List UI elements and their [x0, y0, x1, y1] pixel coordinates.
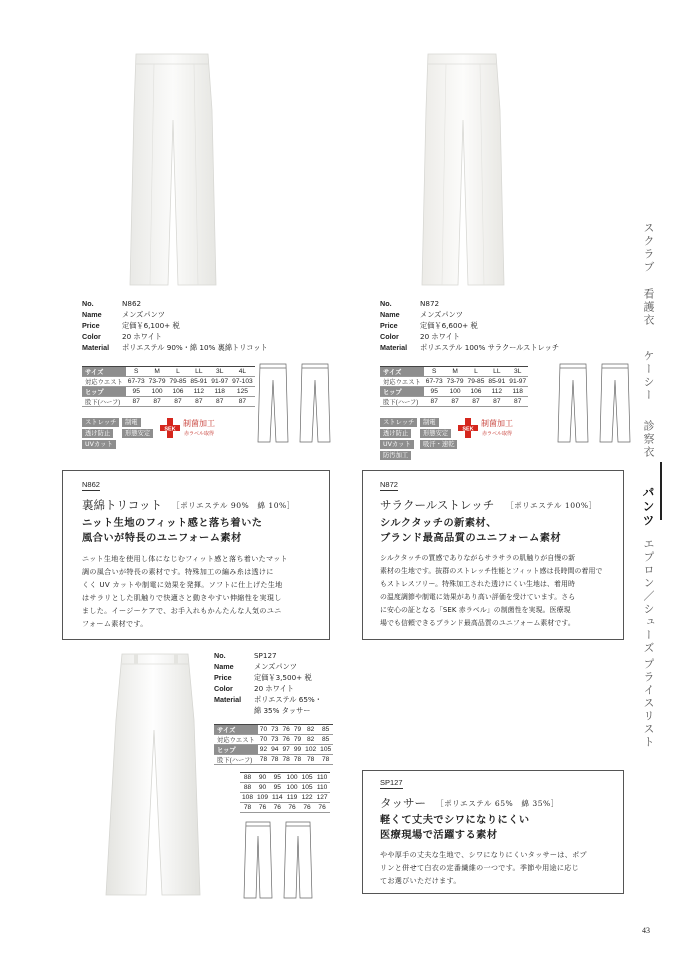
size-cell: 110 [315, 783, 330, 793]
size-cell: 100 [286, 784, 298, 791]
sek-logo-text: SEK [462, 426, 474, 433]
index-item-apron-shoes[interactable]: エプロン／シューズ [642, 538, 655, 655]
size-cell: 122 [301, 794, 313, 801]
size-row-label: サイズ [214, 725, 258, 735]
product-photo-sp127 [98, 650, 208, 900]
body-line: 素材の生地です。抜群のストレッチ性能とフィット感は長時間の着用で [380, 567, 603, 575]
feature-tag: 透け防止 [82, 429, 113, 438]
product-photo-n862 [118, 50, 226, 290]
box-body [380, 552, 603, 630]
size-cell: 4L [230, 367, 255, 377]
spec-list-n862 [82, 298, 268, 353]
size-cell: 95 [270, 773, 285, 783]
size-cell: 79 [293, 726, 302, 733]
pants-line-drawing-sp127 [240, 820, 320, 900]
size-cell: 67-73 [127, 378, 145, 385]
spec-list-sp127 [214, 650, 322, 716]
size-cell: 105 [320, 746, 332, 753]
size-cell: 76 [315, 803, 330, 813]
spec-key: No. [82, 299, 94, 308]
size-cell: 97 [282, 746, 290, 753]
size-cell: 87 [209, 397, 230, 407]
size-cell: 79 [293, 736, 302, 743]
spec-key: Color [82, 332, 101, 341]
size-row-label: ヒップ [380, 387, 424, 397]
size-cell: 118 [507, 387, 528, 397]
size-cell: 106 [466, 387, 487, 397]
spec-key: Price [380, 321, 398, 330]
sek-logo-text: SEK [164, 426, 176, 433]
size-cell: 99 [293, 746, 302, 753]
size-cell: 85 [318, 735, 333, 745]
size-cell: 87 [507, 397, 528, 407]
pants-line-drawing-n872 [556, 362, 636, 444]
spec-value: 綿 35% タッサー [254, 706, 311, 715]
body-line: くく UV カットや制電に効果を発揮。ソフトに仕上げた生地 [82, 580, 283, 589]
spec-key: Material [380, 343, 408, 352]
sek-sublabel: 赤ラベル取得 [184, 431, 215, 437]
size-table-n872 [380, 366, 528, 407]
size-cell: 3L [209, 367, 230, 377]
spec-value: 定価￥6,600+ 税 [420, 321, 478, 330]
size-cell: 87 [168, 397, 189, 407]
size-row-label: サイズ [380, 367, 424, 377]
headline-line: ブランド最高品質のユニフォーム素材 [380, 533, 562, 544]
size-cell: 76 [255, 803, 270, 813]
spec-key: Name [380, 310, 400, 319]
spec-value: N872 [420, 299, 440, 308]
size-cell: 78 [303, 755, 318, 765]
body-line: はサラリとした肌触りで快適さと動きやすい伸縮性を実現し [82, 593, 282, 602]
box-fabric: ［ポリエステル 65% 綿 35%］ [436, 799, 559, 808]
spec-key: Price [82, 321, 100, 330]
spec-value: ポリエステル 90%・綿 10% 裏綿トリコット [122, 343, 268, 352]
spec-value: メンズパンツ [254, 662, 297, 671]
body-line: もストレスフリー。特殊加工された透けにくい生地は、着用時 [380, 580, 575, 588]
body-line: シルクタッチの質感でありながらサラサラの肌触りが自慢の新 [380, 554, 576, 562]
size-cell: 112 [486, 387, 507, 397]
feature-tag: UVカット [380, 440, 414, 449]
spec-key: No. [214, 651, 226, 660]
box-title: サラクールストレッチ [380, 498, 495, 512]
size-cell: 76 [270, 803, 285, 813]
size-cell: 95 [126, 387, 147, 397]
size-cell: 3L [507, 367, 528, 377]
size-row-label: ヒップ [82, 387, 126, 397]
size-cell: 110 [315, 773, 330, 783]
spec-value: N862 [122, 299, 142, 308]
size-cell: 87 [188, 397, 209, 407]
size-cell: 70 [259, 726, 268, 733]
feature-tag: UVカット [82, 440, 116, 449]
feature-tag: 防汚加工 [380, 451, 411, 460]
size-cell: M [147, 367, 168, 377]
sek-logo-icon [160, 418, 180, 438]
size-cell: 78 [318, 755, 333, 765]
size-cell: 94 [271, 746, 279, 753]
index-item-pants[interactable]: パンツ [641, 486, 655, 528]
size-cell: 109 [257, 794, 269, 801]
size-cell: 100 [147, 387, 168, 397]
size-cell: 87 [445, 397, 466, 407]
sek-logo-icon [458, 418, 478, 438]
size-cell: 82 [303, 735, 318, 745]
spec-key: Material [82, 343, 110, 352]
spec-key: Price [214, 673, 232, 682]
size-cell: 79-85 [169, 378, 187, 385]
sek-label: 制菌加工 [481, 419, 513, 428]
size-cell: 85 [318, 725, 333, 735]
spec-key: No. [380, 299, 392, 308]
sek-sublabel: 赤ラベル取得 [482, 431, 513, 437]
size-cell: L [466, 367, 487, 377]
box-fabric: ［ポリエステル 100%］ [506, 501, 597, 510]
size-cell: 79-85 [467, 378, 485, 385]
size-row-label: 対応ウエスト [82, 377, 126, 387]
size-row-label: サイズ [82, 367, 126, 377]
spec-value: ポリエステル 100% サラクールストレッチ [420, 343, 560, 352]
box-title: 裏綿トリコット [82, 498, 163, 512]
size-cell: 106 [168, 387, 189, 397]
spec-key: Material [214, 695, 242, 704]
size-row-label: 股下(ハーフ) [214, 755, 258, 765]
size-cell: 118 [209, 387, 230, 397]
size-cell: 92 [259, 746, 268, 753]
feature-tag: 制電 [122, 418, 141, 427]
spec-key: Color [214, 684, 233, 693]
box-body [380, 848, 587, 887]
box-code: SP127 [380, 778, 403, 787]
spec-list-n872 [380, 298, 559, 353]
sek-label: 制菌加工 [183, 419, 215, 428]
size-cell: 78 [271, 756, 279, 763]
size-cell: 95 [424, 387, 445, 397]
size-table-sp127-extra [240, 772, 330, 813]
size-cell: S [126, 367, 147, 377]
feature-tag: ストレッチ [82, 418, 119, 427]
headline-line: シルクタッチの新素材、 [380, 518, 497, 529]
headline-line: 軽くて丈夫でシワになりにくい [380, 815, 530, 826]
size-cell: 70 [259, 736, 268, 743]
size-cell: 88 [240, 773, 255, 783]
size-table-sp127 [214, 724, 333, 765]
body-line: やや厚手の丈夫な生地で、シワになりにくいタッサーは、ポプ [380, 850, 587, 859]
body-line: てお選びいただけます。 [380, 876, 461, 885]
box-code: N862 [82, 480, 100, 489]
size-cell: 100 [286, 774, 298, 781]
box-code: N872 [380, 480, 398, 489]
size-row-label: 対応ウエスト [214, 735, 258, 745]
body-line: フォーム素材です。 [82, 619, 148, 628]
size-cell: 87 [147, 397, 168, 407]
size-cell: 78 [240, 803, 255, 813]
size-cell: 102 [305, 746, 317, 753]
spec-value: ポリエステル 65%・ [254, 695, 322, 704]
size-cell: 85-91 [488, 378, 506, 385]
size-cell: 76 [300, 803, 315, 813]
body-line: 調の風合いが特長の素材です。特殊加工の編み糸は透けに [82, 567, 274, 576]
size-cell: 73 [271, 726, 279, 733]
size-row-label: 股下(ハーフ) [380, 397, 424, 407]
box-headline [82, 516, 262, 546]
spec-value: 20 ホワイト [420, 332, 460, 341]
spec-value: SP127 [254, 651, 277, 660]
body-line: ました。イージーケアで、お手入れもかんたんな人気のユニ [82, 606, 282, 615]
size-cell: 90 [255, 773, 270, 783]
size-cell: 108 [242, 794, 254, 801]
body-line: 場でも信頼できるブランド最高品質のユニフォーム素材です。 [380, 619, 575, 627]
size-cell: 97-103 [232, 378, 253, 385]
size-cell: 76 [285, 803, 300, 813]
size-cell: 91-97 [509, 378, 527, 385]
size-cell: 105 [301, 784, 313, 791]
size-row-label: 股下(ハーフ) [82, 397, 126, 407]
spec-key: Color [380, 332, 399, 341]
size-cell: 125 [230, 387, 255, 397]
body-line: に安心の証となる「SEK 赤ラベル」の制菌性を実現。医療現 [380, 606, 571, 614]
body-line: ニット生地を使用し体になじむフィット感と落ち着いたマット [82, 554, 288, 563]
size-cell: 114 [272, 794, 283, 801]
box-fabric: ［ポリエステル 90% 綿 10%］ [172, 501, 295, 510]
size-cell: 76 [282, 726, 290, 733]
size-cell: 78 [259, 756, 268, 763]
size-cell: 76 [282, 736, 290, 743]
size-cell: 105 [301, 774, 313, 781]
spec-value: 定価￥3,500+ 税 [254, 673, 312, 682]
feature-tag: ストレッチ [380, 418, 417, 427]
body-line: リンと併せて白衣の定番繊維の一つです。季節や用途に応じ [380, 863, 580, 872]
index-active-bar [660, 462, 662, 520]
spec-value: メンズパンツ [122, 310, 165, 319]
size-cell: 90 [255, 783, 270, 793]
box-headline [380, 516, 561, 546]
size-row-label: ヒップ [214, 745, 258, 755]
size-cell: 100 [445, 387, 466, 397]
page-number: 43 [642, 926, 650, 935]
feature-tag: 吸汗・速乾 [420, 440, 457, 449]
size-cell: 112 [188, 387, 209, 397]
size-cell: LL [188, 367, 209, 377]
size-cell: 91-97 [211, 378, 229, 385]
size-cell: 73-79 [148, 378, 166, 385]
size-cell: 82 [303, 725, 318, 735]
spec-value: 定価￥6,100+ 税 [122, 321, 180, 330]
spec-key: Name [214, 662, 234, 671]
index-item-nurse[interactable]: 看護衣 [642, 288, 655, 327]
headline-line: 風合いが特長のユニフォーム素材 [82, 533, 242, 544]
size-cell: 78 [282, 756, 290, 763]
size-cell: 95 [270, 783, 285, 793]
size-cell: 87 [230, 397, 255, 407]
size-row-label: 対応ウエスト [380, 377, 424, 387]
spec-key [214, 705, 254, 716]
pants-line-drawing-n862 [256, 362, 336, 444]
feature-tag: 形態安定 [420, 429, 451, 438]
size-cell: 78 [293, 756, 302, 763]
size-cell: 87 [126, 397, 147, 407]
size-cell: 88 [240, 783, 255, 793]
size-cell: 85-91 [190, 378, 208, 385]
product-photo-n872 [408, 50, 516, 290]
size-cell: 119 [285, 793, 300, 803]
size-cell: 127 [316, 794, 328, 801]
headline-line: ニット生地のフィット感と落ち着いた [82, 518, 263, 529]
index-item-casey[interactable]: ケーシー [642, 350, 655, 402]
box-headline [380, 813, 530, 843]
size-cell: 87 [466, 397, 487, 407]
feature-tag: 形態安定 [122, 429, 153, 438]
size-cell: 73-79 [446, 378, 464, 385]
size-cell: M [445, 367, 466, 377]
size-table-n862 [82, 366, 255, 407]
index-item-scrub[interactable]: スクラブ [642, 222, 655, 274]
index-item-pricelist[interactable]: プライスリスト [642, 658, 655, 749]
size-cell: 87 [486, 397, 507, 407]
size-cell: 73 [271, 736, 279, 743]
feature-tag: 透け防止 [380, 429, 411, 438]
box-title: タッサー [380, 796, 426, 810]
spec-value: 20 ホワイト [122, 332, 162, 341]
feature-tag: 制電 [420, 418, 439, 427]
size-cell: L [168, 367, 189, 377]
size-cell: LL [486, 367, 507, 377]
spec-value: 20 ホワイト [254, 684, 294, 693]
body-line: の温度調節や制電に効果があり高い評価を受けています。さら [380, 593, 576, 601]
size-cell: 67-73 [425, 378, 443, 385]
headline-line: 医療現場で活躍する素材 [380, 830, 498, 841]
index-item-exam[interactable]: 診察衣 [642, 420, 655, 459]
box-body [82, 552, 288, 630]
size-cell: 87 [424, 397, 445, 407]
size-cell: S [424, 367, 445, 377]
spec-key: Name [82, 310, 102, 319]
spec-value: メンズパンツ [420, 310, 463, 319]
